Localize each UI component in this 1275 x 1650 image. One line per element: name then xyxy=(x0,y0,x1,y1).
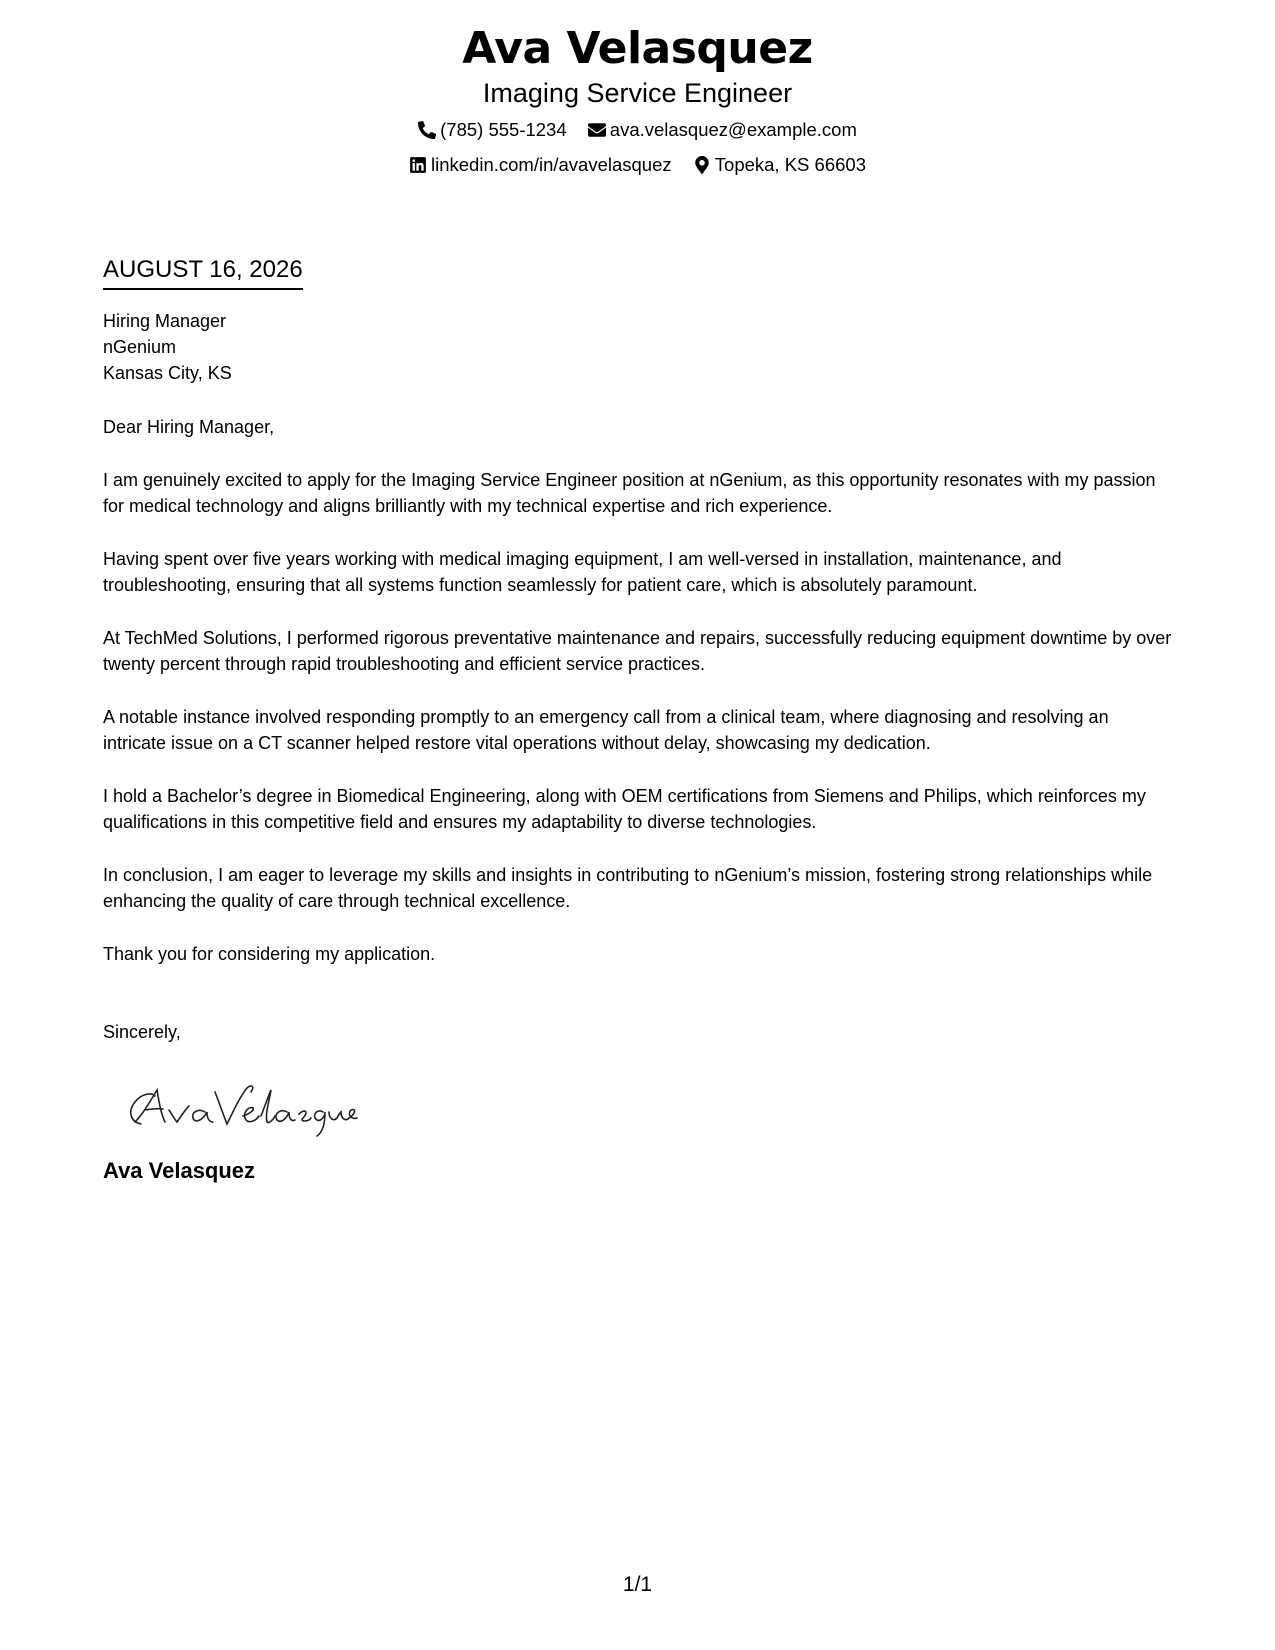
contact-linkedin[interactable] xyxy=(409,153,672,177)
location-text: Topeka, KS 66603 xyxy=(714,154,866,175)
linkedin-text: linkedin.com/in/avavelasquez xyxy=(431,154,672,175)
map-pin-icon xyxy=(693,156,711,174)
contact-line-1 xyxy=(0,118,1275,145)
applicant-name: Ava Velasquez xyxy=(462,23,813,74)
signed-name: Ava Velasquez xyxy=(103,1158,256,1183)
paragraph: In conclusion, I am eager to leverage my skills and insights in contributing to nGenium’s mission, fostering strong relationships while enhancing the quality of care through technical excellence. xyxy=(103,864,1153,911)
greeting: Dear Hiring Manager, xyxy=(103,417,275,437)
paragraph: I hold a Bachelor’s degree in Biomedical Engineering, along with OEM certifications from Siemens and Philips, which reinforces my qualifications in this competitive field and ensures my adaptability to diverse technologies. xyxy=(103,785,1146,832)
letter-body xyxy=(103,255,1173,1185)
handwritten-signature xyxy=(119,1078,359,1138)
contact-line-2 xyxy=(0,153,1275,180)
letter-date: AUGUST 16, 2026 xyxy=(103,255,303,290)
letter-header xyxy=(0,20,1275,180)
closing: Sincerely, xyxy=(103,1022,181,1042)
paragraph: I am genuinely excited to apply for the Imaging Service Engineer position at nGenium, as this opportunity resonates with my passion for medical technology and aligns brilliantly with my technical expertise and rich experience. xyxy=(103,469,1156,516)
recipient-location: Kansas City, KS xyxy=(103,363,232,383)
contact-phone[interactable] xyxy=(418,118,567,142)
paragraph: A notable instance involved responding promptly to an emergency call from a clinical team, where diagnosing and resolving an intricate issue on a CT scanner helped restore vital operations without delay, showcasing my dedication. xyxy=(103,706,1109,753)
envelope-icon xyxy=(588,121,606,139)
paragraph: At TechMed Solutions, I performed rigorous preventative maintenance and repairs, successfully reducing equipment downtime by over twenty percent through rapid troubleshooting and efficient service practices. xyxy=(103,627,1172,674)
contact-location xyxy=(693,153,866,177)
linkedin-icon xyxy=(409,156,427,174)
paragraph: Having spent over five years working with medical imaging equipment, I am well-versed in installation, maintenance, and troubleshooting, ensuring that all systems function seamlessly for patient care, which is absolutely paramount. xyxy=(103,548,1062,595)
phone-icon xyxy=(418,121,436,139)
contact-email[interactable] xyxy=(588,118,857,142)
paragraph: Thank you for considering my application. xyxy=(103,943,436,964)
phone-text: (785) 555-1234 xyxy=(440,119,567,140)
email-text: ava.velasquez@example.com xyxy=(609,119,857,140)
job-title: Imaging Service Engineer xyxy=(482,78,793,108)
page-number: 1/1 xyxy=(622,1573,653,1596)
recipient-company: nGenium xyxy=(103,337,177,357)
recipient-title: Hiring Manager xyxy=(103,311,227,331)
recipient-block xyxy=(103,308,1173,386)
